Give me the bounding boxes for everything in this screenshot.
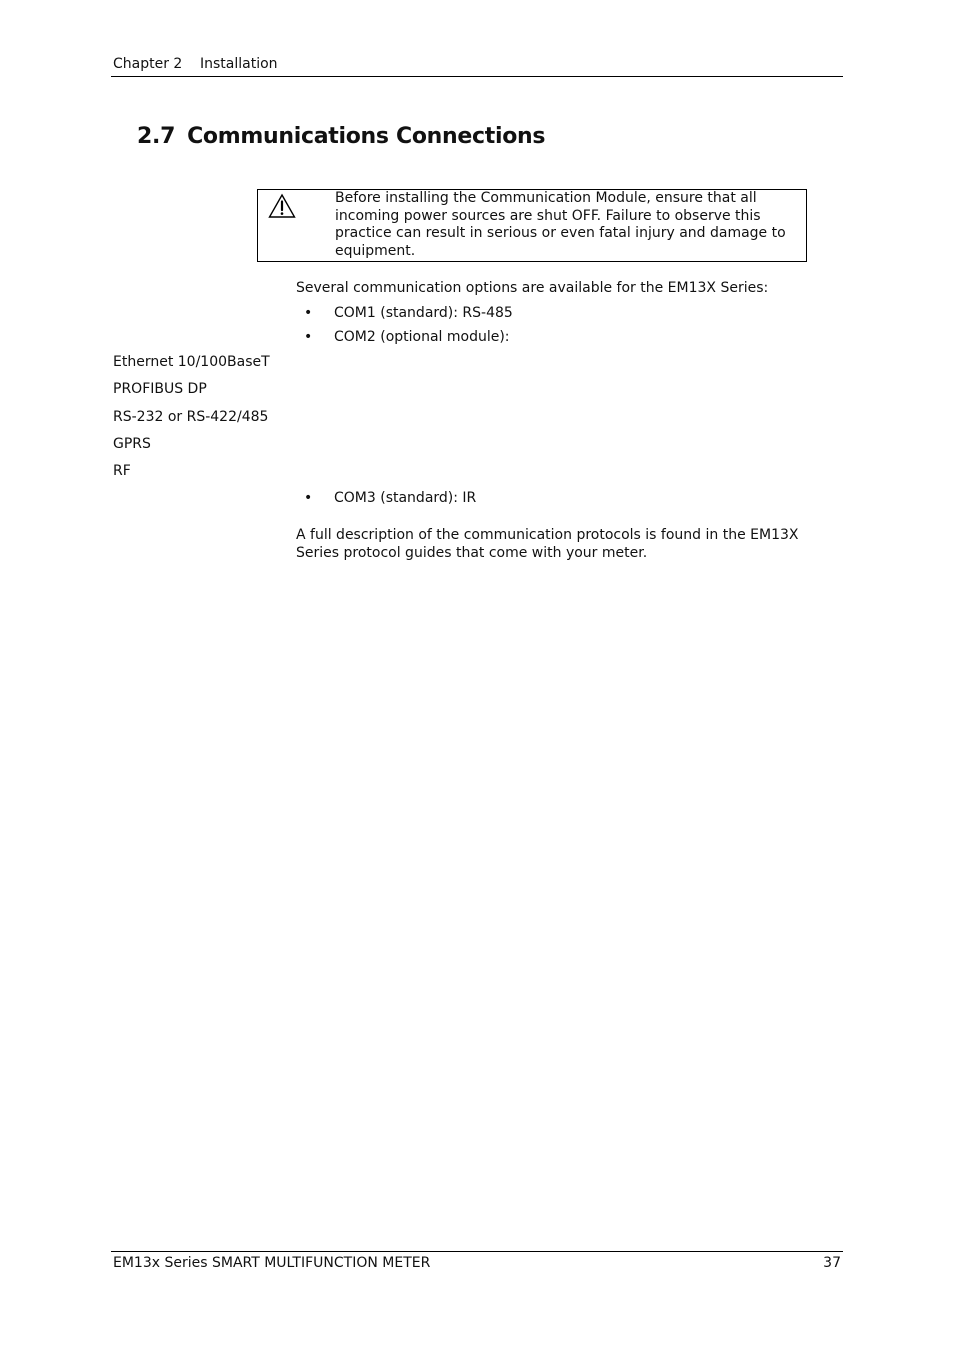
closing-paragraph: A full description of the communication protocols is found in the EM13X Series protocol guides that come with your meter. bbox=[296, 527, 799, 561]
warning-triangle-icon bbox=[268, 193, 296, 219]
com2-option: RS-232 or RS-422/485 bbox=[113, 409, 269, 425]
header-chapter: Chapter 2 bbox=[113, 56, 183, 72]
com2-option: GPRS bbox=[113, 436, 151, 452]
page-footer bbox=[111, 1251, 843, 1274]
intro-paragraph: Several communication options are available for the EM13X Series: bbox=[296, 280, 769, 296]
page-number: 37 bbox=[823, 1255, 841, 1271]
bullet-icon: • bbox=[304, 329, 313, 345]
bullet-icon: • bbox=[304, 490, 313, 506]
page-header bbox=[111, 54, 843, 77]
section-heading bbox=[137, 124, 545, 149]
com2-option: PROFIBUS DP bbox=[113, 381, 207, 397]
section-title: Communications Connections bbox=[187, 124, 546, 149]
com2-option: RF bbox=[113, 463, 131, 479]
com2-option: Ethernet 10/100BaseT bbox=[113, 354, 270, 370]
list-item-text: COM2 (optional module): bbox=[334, 329, 510, 345]
warning-text: Before installing the Communication Module, ensure that all incoming power sources are shut OFF. Failure to observe this practice can result in serious or even fatal injury and damage to equipment. bbox=[335, 190, 786, 259]
warning-box bbox=[257, 189, 807, 262]
section-number: 2.7 bbox=[137, 124, 176, 149]
list-item-text: COM3 (standard): IR bbox=[334, 490, 477, 506]
header-chapter-title: Installation bbox=[200, 56, 278, 72]
footer-title: EM13x Series SMART MULTIFUNCTION METER bbox=[113, 1255, 431, 1271]
bullet-icon: • bbox=[304, 305, 313, 321]
list-item-text: COM1 (standard): RS-485 bbox=[334, 305, 513, 321]
